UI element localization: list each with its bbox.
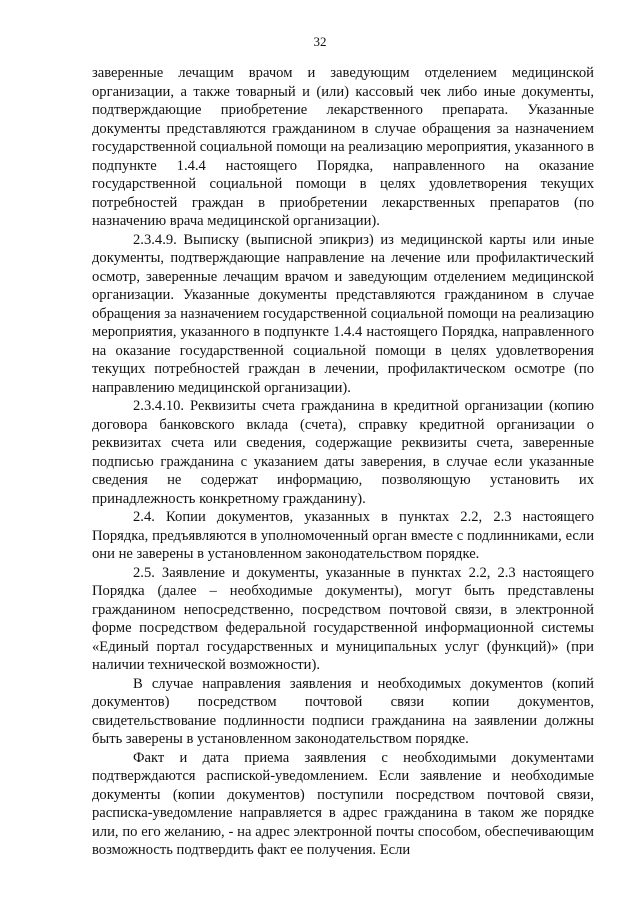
paragraph-2-4: 2.4. Копии документов, указанных в пунктах 2.2, 2.3 настоящего Порядка, предъявляются в уполномоченный орган вместе с подлинниками, если они не заверены в установленном законодательством порядке. — [92, 509, 594, 562]
paragraph-2-5: 2.5. Заявление и документы, указанные в пунктах 2.2, 2.3 настоящего Порядка (далее – необходимые документы), могут быть представлены гражданином непосредственно, посредством почтовой связи, в электронной форме посредством федеральной государственной информационной системы «Единый портал государственных и муниципальных услуг (функций)» (при наличии технической возможности). — [92, 564, 594, 673]
paragraph-receipt-notification: Факт и дата приема заявления с необходимыми документами подтверждаются распиской-уведомлением. Если заявление и необходимые документы (копии документов) поступили посредством почтовой связи, расписка-уведомление направляется в адрес гражданина в таком же порядке или, по его желанию, - на адрес электронной почты способом, обеспечивающим возможность подтвердить факт ее получения. Если — [92, 749, 594, 858]
document-body — [92, 64, 594, 860]
paragraph-2-3-4-9: 2.3.4.9. Выписку (выписной эпикриз) из медицинской карты или иные документы, подтверждающие направление на лечение или профилактический осмотр, заверенные лечащим врачом и заведующим отделением медицинской организации. Указанные документы представляются гражданином в случае обращения за назначением государственной социальной помощи на реализацию мероприятия, указанного в подпункте 1.4.4 настоящего Порядка, направленного на оказание государственной социальной помощи в целях удовлетворения текущих потребностей граждан в лечении, профилактическом осмотре (по направлению медицинской организации). — [92, 231, 594, 396]
paragraph-postal-submission: В случае направления заявления и необходимых документов (копий документов) посредством почтовой связи копии документов, свидетельствование подлинности подписи гражданина на заявлении должны быть заверены в установленном законодательством порядке. — [92, 675, 594, 747]
paragraph-continuation: заверенные лечащим врачом и заведующим отделением медицинской организации, а также товарный и (или) кассовый чек либо иные документы, подтверждающие приобретение лекарственного препарата. Указанные документы представляются гражданином в случае обращения за назначением государственной социальной помощи на реализацию мероприятия, указанного в подпункте 1.4.4 настоящего Порядка, направленного на оказание государственной социальной помощи в целях удовлетворения текущих потребностей граждан в приобретении лекарственных препаратов (по назначению врача медицинской организации). — [92, 65, 594, 229]
paragraph-2-3-4-10: 2.3.4.10. Реквизиты счета гражданина в кредитной организации (копию договора банковского вклада (счета), справку кредитной организации о реквизитах счета или сведения, содержащие реквизиты счета, заверенные подписью гражданина с указанием даты заверения, в случае если указанные сведения не содержат информацию, позволяющую установить их принадлежность конкретному гражданину). — [92, 398, 594, 507]
page-number: 32 — [313, 34, 327, 49]
